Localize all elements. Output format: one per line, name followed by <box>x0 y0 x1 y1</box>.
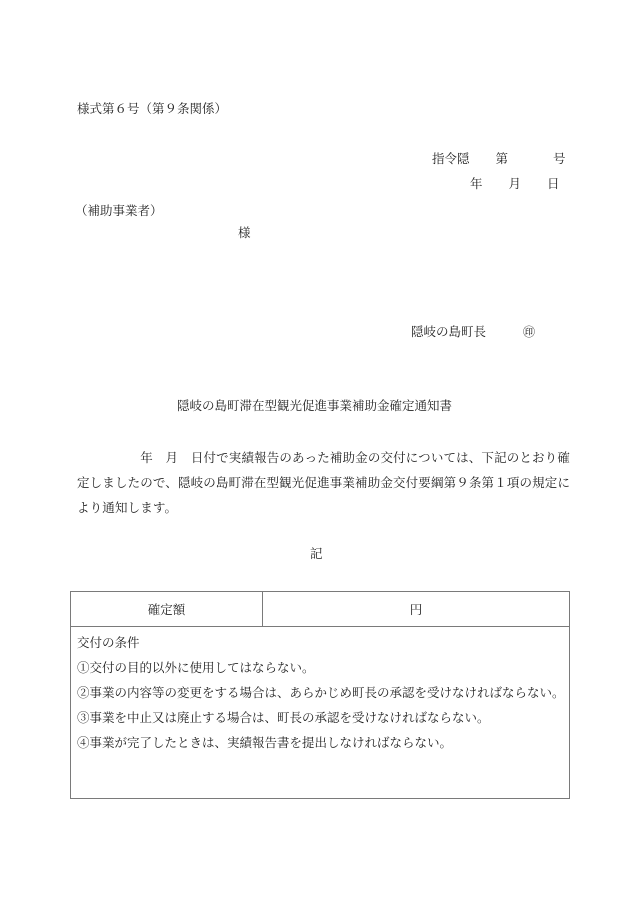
form-number: 様式第６号（第９条関係） <box>77 101 228 116</box>
condition-item: ①交付の目的以外に使用してはならない。 <box>77 660 315 675</box>
date-day: 日 <box>547 176 560 191</box>
ki-heading: 記 <box>310 546 323 561</box>
details-table <box>70 591 570 799</box>
amount-row <box>71 592 569 627</box>
recipient-honorific: 様 <box>238 225 251 240</box>
amount-value: 円 <box>409 602 423 617</box>
condition-item: ③事業を中止又は廃止する場合は、町長の承認を受けなければならない。 <box>77 710 490 725</box>
body-line: 定しましたので、隠岐の島町滞在型観光促進事業補助金交付要綱第９条第１項の規定に <box>77 475 571 490</box>
conditions-title: 交付の条件 <box>77 635 140 650</box>
amount-label: 確定額 <box>71 592 263 626</box>
order-go: 号 <box>553 151 566 166</box>
document-title: 隠岐の島町滞在型観光促進事業補助金確定通知書 <box>177 398 453 413</box>
condition-item: ②事業の内容等の変更をする場合は、あらかじめ町長の承認を受けなければならない。 <box>77 685 565 700</box>
date-month: 月 <box>508 176 522 191</box>
seal-icon: ㊞ <box>523 325 536 339</box>
body-line: より通知します。 <box>77 500 178 515</box>
conditions-section <box>77 630 565 755</box>
date-year: 年 <box>470 176 483 191</box>
body-line: 年 月 日付で実績報告のあった補助金の交付については、下記のとおり確 <box>77 450 570 465</box>
condition-item: ④事業が完了したときは、実績報告書を提出しなければならない。 <box>77 735 453 750</box>
order-number <box>432 153 566 166</box>
order-dai: 第 <box>495 151 509 166</box>
order-prefix: 指令隠 <box>432 151 470 166</box>
recipient-label: （補助事業者） <box>75 203 163 218</box>
body-paragraph <box>77 445 570 520</box>
issuer-name: 隠岐の島町長 <box>411 324 487 339</box>
issue-date <box>470 178 560 191</box>
